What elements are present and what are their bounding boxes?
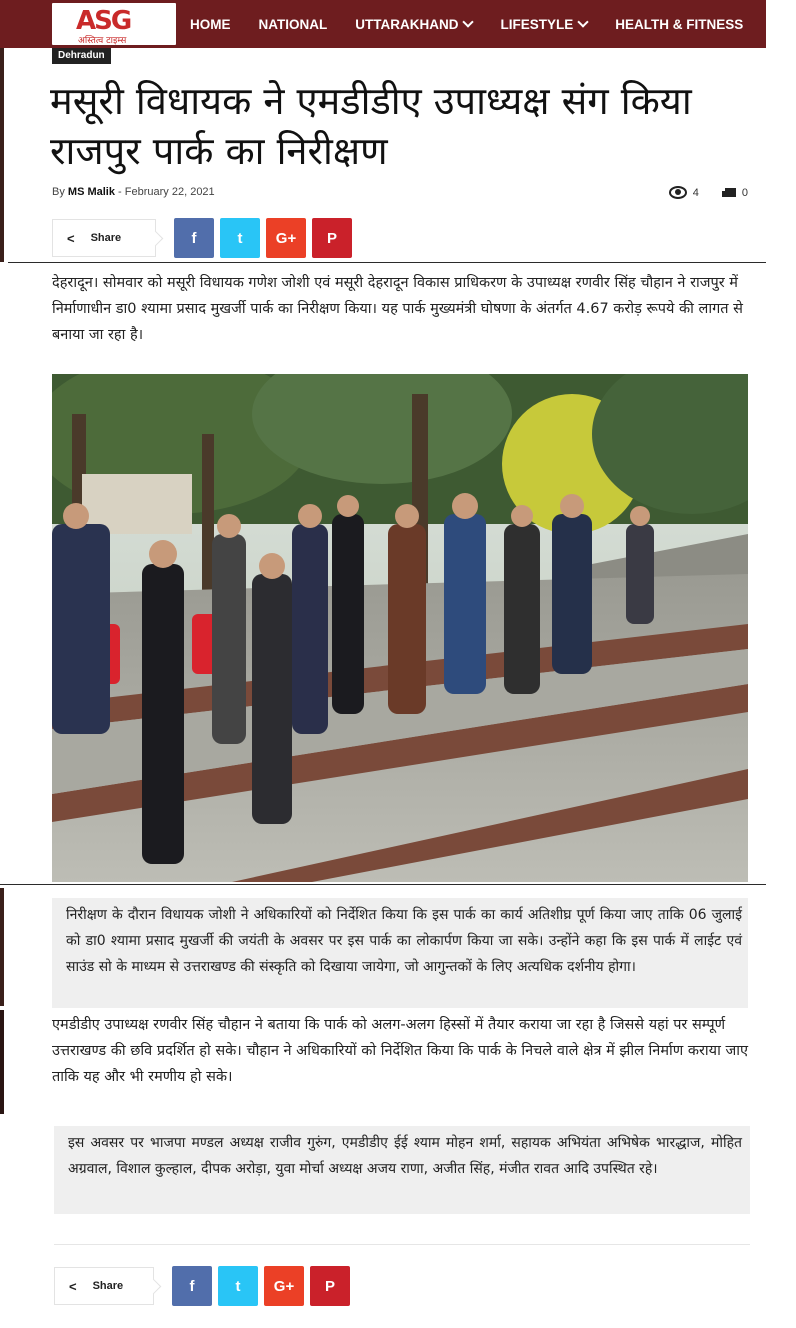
googleplus-share-button[interactable] [264, 1266, 304, 1306]
highlight-paragraph: निरीक्षण के दौरान विधायक जोशी ने अधिकारियों को निर्देशित किया कि इस पार्क का कार्य अतिशीघ्र पूर्ण किया जाए ताकि 06 जुलाई को डा0 श्यामा प्रसाद मुखर्जी की जयंती के अवसर पर इस पार्क का लोकार्पण किया जा सके। उन्होंने कहा कि इस पार्क में लाईट एवं साउंड सो के माध्यम से उत्तराखण्ड की संस्कृति को दिखाया जायेगा, जो आगुन्तकों के लिए अत्यधिक दर्शनीय होगा। [52, 898, 748, 1008]
logo-mark: ASG [76, 6, 131, 36]
nav-label: HOME [190, 16, 231, 32]
eye-icon [669, 186, 687, 199]
article-paragraph: एमडीडीए उपाध्यक्ष रणवीर सिंह चौहान ने बताया कि पार्क को अलग-अलग हिस्सों में तैयार कराया जा रहा है जिससे यहां पर सम्पूर्ण उत्तराखण्ड की छवि प्रदर्शित हो सके। चौहान ने अधिकारियों को निर्देशित किया कि पार्क के निचले वाले क्षेत्र में झील निर्माण कराया जाए ताकि यह और भी रमणीय हो सके। [52, 1017, 748, 1085]
article-photo-illustration [52, 374, 748, 882]
comment-icon[interactable] [725, 188, 736, 197]
nav-label: UTTARAKHAND [355, 16, 459, 32]
twitter-icon: t [235, 1277, 241, 1295]
article-photo [52, 374, 748, 882]
twitter-share-button[interactable] [218, 1266, 258, 1306]
nav-label: NATIONAL [258, 16, 328, 32]
article-paragraph: देहरादून। सोमवार को मसूरी विधायक गणेश जोशी एवं मसूरी देहरादून विकास प्राधिकरण के उपाध्यक्ष रणवीर सिंह चौहान ने राजपुर में निर्माणाधीन डा0 श्यामा प्रसाद मुखर्जी पार्क का निरीक्षण किया। यह पार्क मुख्यमंत्री घोषणा के अंतर्गत 4.67 करोड़ रूपये की लागत से बनाया जा रहा है। [52, 275, 743, 343]
article-title: मसूरी विधायक ने एमडीडीए उपाध्यक्ष संग किया राजपुर पार्क का निरीक्षण [50, 79, 692, 173]
facebook-icon: f [191, 229, 197, 247]
facebook-share-button[interactable] [172, 1266, 212, 1306]
site-header [0, 0, 766, 48]
pinterest-icon: P [324, 1277, 335, 1295]
divider-line [8, 262, 766, 263]
share-label: Share [90, 232, 122, 244]
facebook-share-button[interactable] [174, 218, 214, 258]
main-nav [190, 0, 771, 48]
share-label-box [52, 219, 156, 257]
left-edge-segment [0, 1010, 4, 1114]
meta-separator: - [118, 186, 122, 198]
left-edge-segment [0, 888, 4, 1006]
logo-subtitle: अस्तित्व टाइम्स [78, 36, 127, 46]
article-meta [52, 186, 215, 198]
comment-count[interactable]: 0 [741, 186, 748, 199]
article-stats [669, 186, 748, 199]
byline-prefix: By [52, 186, 65, 198]
pinterest-share-button[interactable] [310, 1266, 350, 1306]
share-bar-top [52, 218, 352, 258]
share-label-box [54, 1267, 154, 1305]
nav-item-uttarakhand[interactable] [355, 17, 472, 32]
pinterest-share-button[interactable] [312, 218, 352, 258]
left-edge-strip [0, 0, 8, 1328]
share-bar-bottom [54, 1266, 350, 1306]
pinterest-icon: P [326, 229, 337, 247]
share-label: Share [92, 1280, 124, 1292]
googleplus-icon: G+ [273, 1277, 295, 1295]
googleplus-share-button[interactable] [266, 218, 306, 258]
chevron-down-icon [578, 16, 589, 27]
nav-item-home[interactable] [190, 17, 231, 32]
site-logo[interactable] [52, 3, 176, 45]
chevron-down-icon [463, 16, 474, 27]
nav-label: LIFESTYLE [500, 16, 574, 32]
facebook-icon: f [189, 1277, 195, 1295]
googleplus-icon: G+ [275, 229, 297, 247]
nav-item-lifestyle[interactable] [500, 17, 587, 32]
category-badge[interactable]: Dehradun [52, 48, 111, 64]
author-link[interactable]: MS Malik [67, 186, 115, 198]
divider-line [0, 884, 766, 885]
divider-line [54, 1244, 750, 1245]
highlight-paragraph: इस अवसर पर भाजपा मण्डल अध्यक्ष राजीव गुरुंग, एमडीडीए ईई श्याम मोहन शर्मा, सहायक अभियंता अभिषेक भारद्धाज, मोहित अग्रवाल, विशाल कुल्हाल, दीपक अरोड़ा, युवा मोर्चा अध्यक्ष अजय राणा, अजीत सिंह, मंजीत रावत आदि उपस्थित रहे। [54, 1126, 750, 1214]
view-count: 4 [692, 186, 699, 199]
share-icon: < [67, 230, 75, 246]
twitter-share-button[interactable] [220, 218, 260, 258]
publish-date: February 22, 2021 [124, 186, 215, 198]
twitter-icon: t [237, 229, 243, 247]
nav-item-health-fitness[interactable] [615, 17, 743, 32]
nav-label: HEALTH & FITNESS [615, 16, 744, 32]
share-icon: < [69, 1278, 77, 1294]
nav-item-national[interactable] [259, 17, 328, 32]
